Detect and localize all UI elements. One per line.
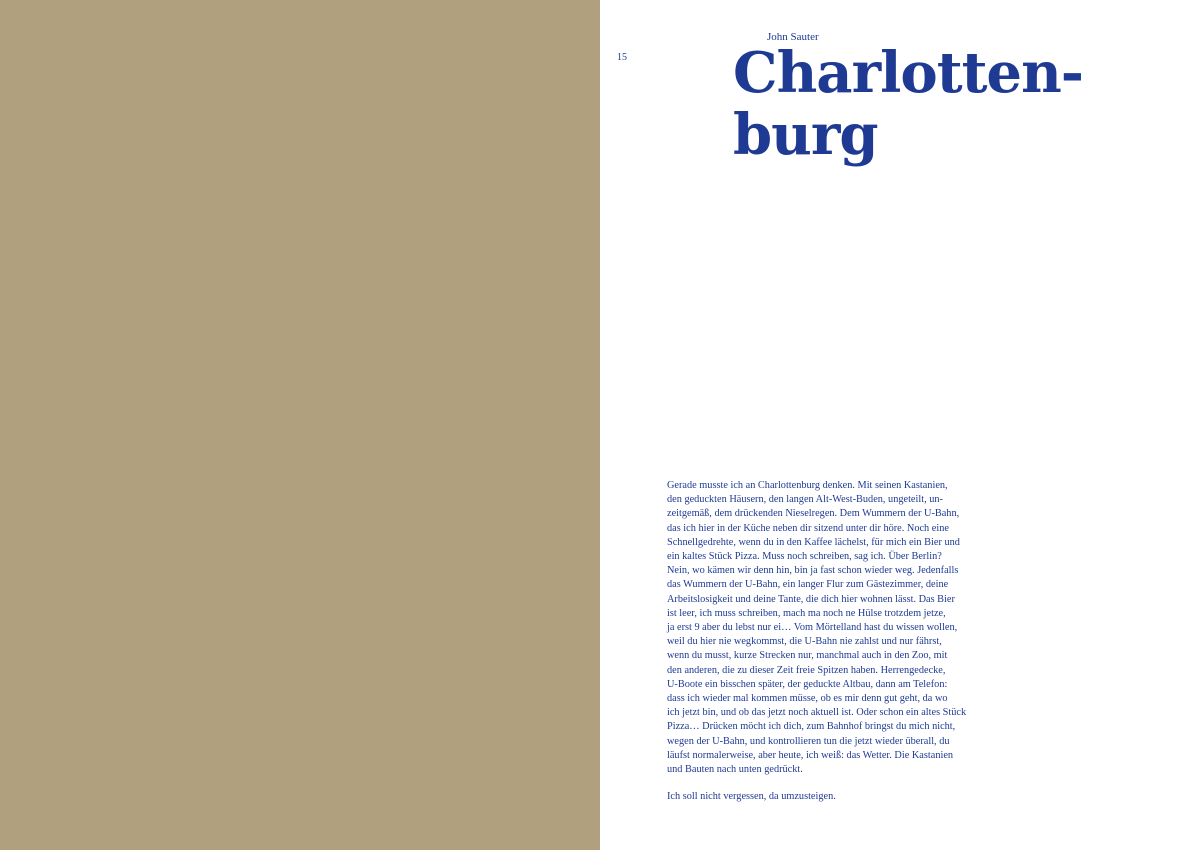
title-line: Charlotten- bbox=[733, 40, 1084, 106]
body-text bbox=[667, 479, 997, 777]
body-line: wenn du musst, kurze Strecken nur, manchmal auch in den Zoo, mit bbox=[667, 650, 948, 662]
page-title bbox=[733, 42, 1173, 166]
body-line: Nein, wo kämen wir denn hin, bin ja fast schon wieder weg. Jedenfalls bbox=[667, 565, 959, 577]
body-line: Gerade musste ich an Charlottenburg denken. Mit seinen Kastanien, bbox=[667, 480, 948, 491]
page-number: 15 bbox=[617, 52, 627, 63]
body-line: den anderen, die zu dieser Zeit freie Spitzen haben. Herrengedecke, bbox=[667, 664, 946, 676]
body-line: ein kaltes Stück Pizza. Muss noch schreiben, sag ich. Über Berlin? bbox=[667, 551, 942, 563]
body-line: wegen der U-Bahn, und kontrollieren tun die jetzt wieder überall, du bbox=[667, 735, 950, 747]
author-name: John Sauter bbox=[767, 31, 819, 43]
right-page bbox=[600, 0, 1200, 850]
body-line: ja erst 9 aber du lebst nur ei… Vom Mörtelland hast du wissen wollen, bbox=[667, 622, 958, 634]
body-line: das Wummern der U-Bahn, ein langer Flur zum Gästezimmer, deine bbox=[667, 579, 949, 591]
body-line: dass ich wieder mal kommen müsse, ob es mir denn gut geht, da wo bbox=[667, 693, 948, 705]
body-line: den geduckten Häusern, den langen Alt-West-Buden, ungeteilt, un- bbox=[667, 494, 943, 506]
body-line: Arbeitslosigkeit und deine Tante, die dich hier wohnen lässt. Das Bier bbox=[667, 593, 955, 605]
body-line: das ich hier in der Küche neben dir sitzend unter dir höre. Noch eine bbox=[667, 522, 949, 534]
body-line: zeitgemäß, dem drückenden Nieselregen. Dem Wummern der U-Bahn, bbox=[667, 508, 960, 520]
body-line: ich jetzt bin, und ob das jetzt noch aktuell ist. Oder schon ein altes Stück bbox=[667, 707, 967, 719]
body-line: Schnellgedrehte, wenn du in den Kaffee lächelst, für mich ein Bier und bbox=[667, 536, 960, 548]
body-line: weil du hier nie wegkommst, die U-Bahn nie zahlst und nur fährst, bbox=[667, 636, 942, 648]
body-line: Pizza… Drücken möcht ich dich, zum Bahnhof bringst du mich nicht, bbox=[667, 721, 956, 733]
closing-line: Ich soll nicht vergessen, da umzusteigen. bbox=[667, 791, 836, 802]
body-line: ist leer, ich muss schreiben, mach ma noch ne Hülse trotzdem jetze, bbox=[667, 607, 946, 619]
title-line: burg bbox=[733, 102, 878, 168]
body-line: und Bauten nach unten gedrückt. bbox=[667, 764, 803, 776]
body-line: U-Boote ein bisschen später, der geduckte Altbau, dann am Telefon: bbox=[667, 678, 948, 690]
body-line: läufst normalerweise, aber heute, ich weiß: das Wetter. Die Kastanien bbox=[667, 749, 954, 761]
